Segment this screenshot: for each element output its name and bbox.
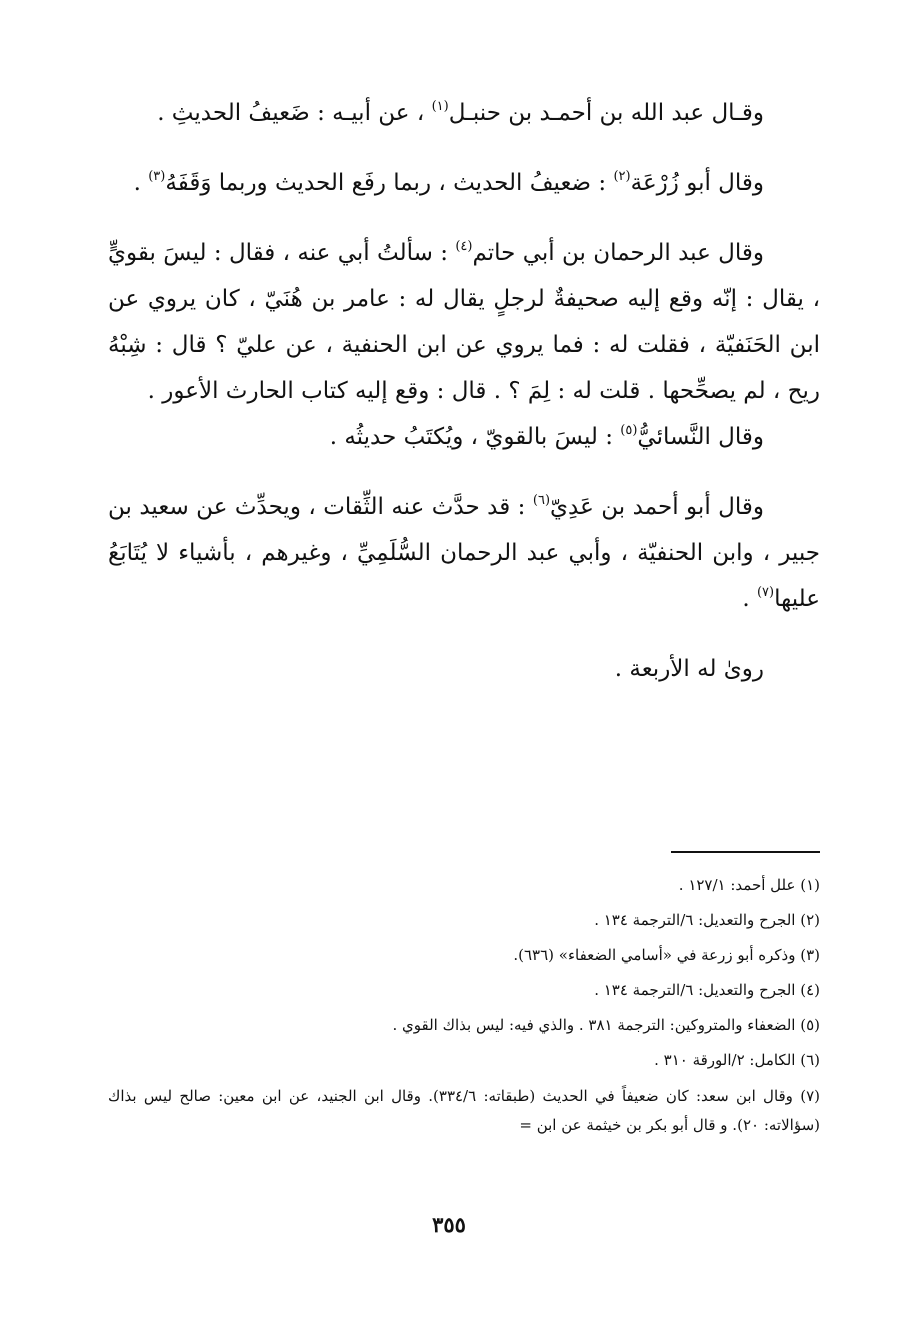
paragraph-text: : ضعيفُ الحديث ، ربما رفَع الحديث وربما وَقَفَهُ: [165, 170, 614, 196]
paragraph-text: : ليسَ بالقويّ ، ويُكتَبُ حديثُه .: [329, 424, 621, 450]
paragraph-text: ، عن أبيـه : ضَعيفُ الحديثِ .: [157, 100, 432, 126]
footnotes: [108, 868, 820, 1140]
paragraph-text: .: [742, 586, 757, 612]
footnote-ref-6[interactable]: (٦): [532, 493, 551, 508]
main-text: [108, 90, 820, 716]
footnote-5: (٥) الضعفاء والمتروكين: الترجمة ٣٨١ . والذي فيه: ليس بذاك القوي .: [392, 1016, 820, 1034]
paragraph-text: وقـال عبد الله بن أحمـد بن حنبـل: [448, 100, 764, 126]
paragraph-text: وقال النَّسائيُّ: [637, 424, 764, 450]
paragraph-nasai: [108, 414, 820, 460]
footnote-6: (٦) الكامل: ٢/الورقة ٣١٠ .: [654, 1051, 820, 1069]
footnote-separator: [671, 851, 820, 853]
footnote-ref-1[interactable]: (١): [431, 99, 449, 114]
footnote-ref-2[interactable]: (٢): [613, 169, 631, 184]
paragraph-text: وقال عبد الرحمان بن أبي حاتم: [472, 240, 764, 266]
footnote-ref-7[interactable]: (٧): [756, 585, 775, 600]
paragraph-ahmad-ibn-hanbal: [108, 90, 820, 136]
footnote-ref-4[interactable]: (٤): [455, 239, 473, 254]
footnote-1: (١) علل أحمد: ١٢٧/١ .: [678, 876, 820, 894]
page-number: ٣٥٥: [432, 1212, 466, 1237]
paragraph-ibn-adi: [108, 484, 820, 622]
paragraph-ibn-abi-hatim: [108, 230, 820, 414]
footnote-4: (٤) الجرح والتعديل: ٦/الترجمة ١٣٤ .: [594, 981, 820, 999]
paragraph-abu-zura: [108, 160, 820, 206]
footnote-ref-3[interactable]: (٣): [148, 169, 166, 184]
footnote-7: (٧) وقال ابن سعد: كان ضعيفاً في الحديث (طبقاته: ٣٣٤/٦). وقال ابن الجنيد، عن ابن معين: صالح ليس بذاك (سؤالاته: ٢٠). و قال أبو بكر بن خيثمة عن ابن =: [108, 1087, 820, 1134]
footnote-2: (٢) الجرح والتعديل: ٦/الترجمة ١٣٤ .: [594, 911, 820, 929]
footnote-3: (٣) وذكره أبو زرعة في «أسامي الضعفاء» (٦٣٦).: [513, 946, 820, 964]
paragraph-text: .: [133, 170, 149, 196]
paragraph-text: وقال أبو أحمد بن عَدِيّ: [550, 494, 764, 520]
paragraph-text: : قد حدَّث عنه الثِّقات ، ويحدِّث عن سعيد بن جبير ، وابن الحنفيّة ، وأبي عبد الرحمان السُّلَمِيِّ ، وغيرهم ، بأشياء لا يُتَابَعُ عليها: [108, 494, 820, 612]
paragraph-text: وقال أبو زُرْعَة: [630, 170, 764, 196]
paragraph-narrated-by: روىٰ له الأربعة .: [614, 656, 764, 682]
footnote-ref-5[interactable]: (٥): [620, 423, 638, 438]
paragraph-text: : سألتُ أبي عنه ، فقال : ليسَ بقويٍّ ، يقال : إنّه وقع إليه صحيفةٌ لرجلٍ يقال له : عامر بن هُنَيّ ، كان يروي عن ابن الحَنَفيّة ، فقلت له : فما يروي عن ابن الحنفية ، عن عليّ ؟ قال : شِبْهُ ريح ، لم يصحِّحها . قلت له : لِمَ ؟ . قال : وقع إليه كتاب الحارث الأعور .: [108, 240, 820, 404]
